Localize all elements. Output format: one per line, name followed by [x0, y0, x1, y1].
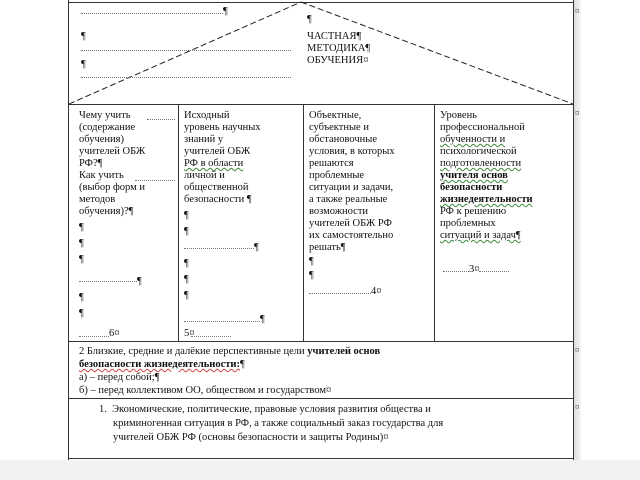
column-divider-1 [178, 104, 179, 341]
cell-line: учителей ОБЖ [184, 146, 251, 157]
cell-line: ¶ [254, 242, 259, 253]
table-bottom-border [69, 458, 573, 459]
cell-line: условия, в которых [309, 146, 395, 157]
document-page [68, 0, 574, 460]
page-shadow [573, 0, 581, 460]
cell-line: РФ в области [184, 158, 244, 169]
cell-line: возможности [309, 206, 369, 217]
cell-line: ¶ [79, 222, 84, 233]
cell-line: психологической [440, 146, 517, 157]
goals-item-b: б) – перед коллективом ОО, обществом и государством¤ [79, 385, 332, 396]
cell-line: подготовленности [440, 158, 522, 169]
dotted-leader [443, 271, 469, 272]
goals-text: 2 Близкие, средние и далёкие перспективные цели [79, 346, 308, 357]
title-mark: ¶ [307, 14, 312, 25]
cell-line: Исходный [184, 110, 230, 121]
cell-line: обучения) [79, 134, 124, 145]
conditions-line: учителей ОБЖ РФ (основы безопасности и защиты Родины)¤ [113, 432, 389, 443]
cell-line: общественной [184, 182, 249, 193]
row-divider-3 [69, 398, 573, 399]
goals-line-1 [79, 346, 380, 358]
cell-number: 5¤ [184, 328, 195, 339]
dotted-leader [479, 271, 509, 272]
row-divider-2 [69, 341, 573, 342]
goals-bold-text: учителей основ [307, 346, 381, 357]
cell-line: знаний у [184, 134, 224, 145]
dotted-leader [184, 321, 260, 322]
cell-line: обученности и [440, 134, 506, 145]
cell-end-mark: ¤ [575, 402, 580, 412]
cell-line: Как учить [79, 170, 124, 181]
cell-line: их самостоятельно [309, 230, 394, 241]
window-background [0, 460, 640, 480]
cell-line: учителей ОБЖ [79, 146, 146, 157]
cell-end-mark: ¤ [575, 6, 580, 16]
goals-line-2 [79, 359, 245, 371]
cell-end-mark: ¤ [575, 345, 580, 355]
cell-line: профессиональной [440, 122, 525, 133]
cell-line: жизнедеятельности [440, 194, 533, 205]
dotted-leader [81, 77, 291, 78]
goals-bold-text: безопасности жизнедеятельности: [79, 359, 240, 370]
paragraph-mark: ¶ [81, 59, 86, 70]
cell-number: 6¤ [109, 328, 120, 339]
cell-line: ¶ [260, 314, 265, 325]
goals-item-a: а) – перед собой;¶ [79, 372, 160, 383]
title-line: ЧАСТНАЯ¶ [307, 31, 362, 42]
cell-line: а также реальные [309, 194, 388, 205]
cell-end-mark: ¤ [575, 108, 580, 118]
cell-line: ¶ [137, 276, 142, 287]
cell-line: решать¶ [309, 242, 346, 253]
cell-line: (содержание [79, 122, 136, 133]
dotted-leader [184, 248, 254, 249]
cell-line: личной и [184, 170, 225, 181]
cell-line: проблемные [309, 170, 365, 181]
column-divider-3 [434, 104, 435, 341]
cell-line: ¶ [79, 254, 84, 265]
cell-line: решаются [309, 158, 354, 169]
cell-line: ¶ [309, 256, 314, 267]
cell-line: субъектные и [309, 122, 369, 133]
cell-line: ситуации и задачи, [309, 182, 394, 193]
cell-line: безопасности [440, 182, 503, 193]
cell-number: 3¤ [469, 264, 480, 275]
dotted-leader [81, 50, 291, 51]
cell-line: учителей ОБЖ РФ [309, 218, 392, 229]
dotted-leader [81, 13, 223, 14]
cell-line: Уровень [440, 110, 477, 121]
title-line: МЕТОДИКА¶ [307, 43, 371, 54]
paragraph-mark: ¶ [223, 6, 228, 17]
cell-line: ¶ [184, 258, 189, 269]
dotted-leader [79, 281, 137, 282]
cell-line: ¶ [184, 290, 189, 301]
cell-line: ¶ [184, 210, 189, 221]
cell-line: ¶ [184, 226, 189, 237]
dotted-leader [135, 180, 175, 181]
cell-line: (выбор форм и [79, 182, 146, 193]
cell-number: 4¤ [371, 286, 382, 297]
goals-mark: ¶ [239, 359, 245, 370]
cell-line: ¶ [309, 270, 314, 281]
conditions-line: 1. Экономические, политические, правовые условия развития общества и [99, 404, 431, 415]
dotted-leader [191, 336, 231, 337]
dotted-leader [309, 293, 371, 294]
cell-line: ¶ [79, 292, 84, 303]
paragraph-mark: ¶ [81, 31, 86, 42]
cell-line: проблемных [440, 218, 496, 229]
cell-line: ситуаций и задач¶ [440, 230, 521, 241]
cell-line: обстановочные [309, 134, 377, 145]
cell-line: безопасности ¶ [184, 194, 252, 205]
cell-line: Чему учить [79, 110, 131, 121]
cell-line: Объектные, [309, 110, 362, 121]
cell-line: ¶ [79, 308, 84, 319]
conditions-line: криминогенная ситуация в РФ, а также социальный заказ государства для [113, 418, 444, 429]
dotted-leader [79, 336, 109, 337]
cell-line: РФ?¶ [79, 158, 103, 169]
cell-line: методов [79, 194, 116, 205]
title-line: ОБУЧЕНИЯ¤ [307, 55, 369, 66]
cell-line: РФ к решению [440, 206, 507, 217]
dotted-leader [147, 119, 175, 120]
column-divider-2 [303, 104, 304, 341]
cell-line: обучения)?¶ [79, 206, 134, 217]
cell-line: ¶ [79, 238, 84, 249]
cell-line: ¶ [184, 274, 189, 285]
cell-line: учителя основ [440, 170, 508, 181]
cell-line: уровень научных [184, 122, 261, 133]
